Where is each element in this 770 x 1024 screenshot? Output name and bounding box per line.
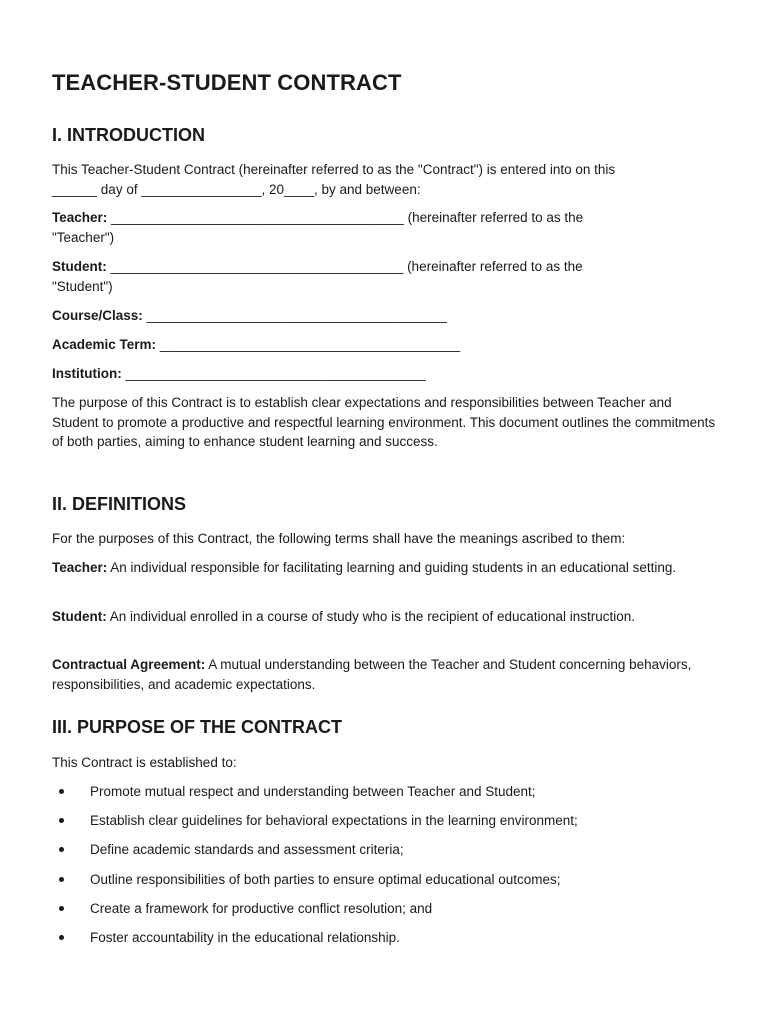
list-item (52, 928, 720, 957)
section-heading-introduction: I. INTRODUCTION (52, 125, 205, 145)
student-blank: _______________________________________ (hereinafter referred to as the (106, 259, 583, 274)
purpose-bullet-list (52, 782, 720, 957)
section-heading-purpose: III. PURPOSE OF THE CONTRACT (52, 717, 343, 737)
course-blank: ________________________________________ (142, 308, 447, 323)
teacher-alias: "Teacher") (52, 229, 115, 245)
bullet-text: Create a framework for productive conflict resolution; and (90, 900, 433, 916)
intro-opening-line-2: ______ day of ________________, 20____, by and between: (52, 181, 421, 197)
student-alias: "Student") (52, 278, 113, 294)
student-label: Student: (52, 259, 107, 274)
section-heading-definitions: II. DEFINITIONS (52, 494, 187, 514)
definitions-intro: For the purposes of this Contract, the following terms shall have the meanings ascribed to them: (52, 531, 626, 546)
intro-opening-line-1: This Teacher-Student Contract (hereinafter referred to as the "Contract") is entered into on this (52, 162, 616, 177)
bullet-text: Define academic standards and assessment criteria; (90, 842, 404, 858)
bullet-icon (59, 789, 64, 794)
bullet-text: Foster accountability in the educational relationship. (90, 929, 400, 945)
course-label: Course/Class: (52, 308, 143, 323)
definition-term: Contractual Agreement: (52, 657, 206, 672)
definition-text: A mutual understanding between the Teacher and Student concerning behaviors, responsibilities, and academic expectations. (52, 657, 692, 692)
list-item (52, 840, 720, 869)
bullet-icon (59, 906, 64, 911)
list-item (52, 870, 720, 899)
purpose-intro: This Contract is established to: (52, 755, 237, 770)
definition-term: Student: (52, 609, 107, 624)
course-class-field (52, 306, 720, 326)
definition-text: An individual responsible for facilitating learning and guiding students in an educational setting. (107, 560, 677, 575)
student-party-field (52, 257, 720, 296)
bullet-icon (59, 818, 64, 823)
bullet-text: Establish clear guidelines for behavioral expectations in the learning environment; (90, 813, 578, 829)
list-item (52, 899, 720, 928)
teacher-party-field (52, 208, 720, 247)
teacher-blank: _______________________________________ (hereinafter referred to as the (107, 210, 584, 225)
institution-label: Institution: (52, 366, 122, 381)
list-item (52, 782, 720, 811)
definition-term: Teacher: (52, 560, 108, 575)
definition-teacher (52, 558, 720, 578)
bullet-text: Outline responsibilities of both parties to ensure optimal educational outcomes; (90, 871, 561, 887)
teacher-label: Teacher: (52, 210, 108, 225)
bullet-icon (59, 847, 64, 852)
definition-contractual-agreement (52, 655, 720, 694)
institution-blank: ________________________________________ (121, 366, 426, 381)
list-item (52, 811, 720, 840)
document-title: TEACHER-STUDENT CONTRACT (52, 70, 402, 95)
intro-opening-paragraph (52, 160, 720, 199)
term-label: Academic Term: (52, 337, 157, 352)
intro-purpose-paragraph: The purpose of this Contract is to establish clear expectations and responsibilities between Teacher and Student to promote a productive and respectful learning environment. This document outlines the commitments of both parties, aiming to enhance student learning and success. (52, 395, 716, 449)
definition-text: An individual enrolled in a course of study who is the recipient of educational instruction. (106, 609, 636, 624)
institution-field (52, 364, 720, 384)
definition-student (52, 607, 720, 627)
term-blank: ________________________________________ (156, 337, 461, 352)
academic-term-field (52, 335, 720, 355)
bullet-icon (59, 877, 64, 882)
bullet-text: Promote mutual respect and understanding between Teacher and Student; (90, 784, 536, 799)
bullet-icon (59, 935, 64, 940)
